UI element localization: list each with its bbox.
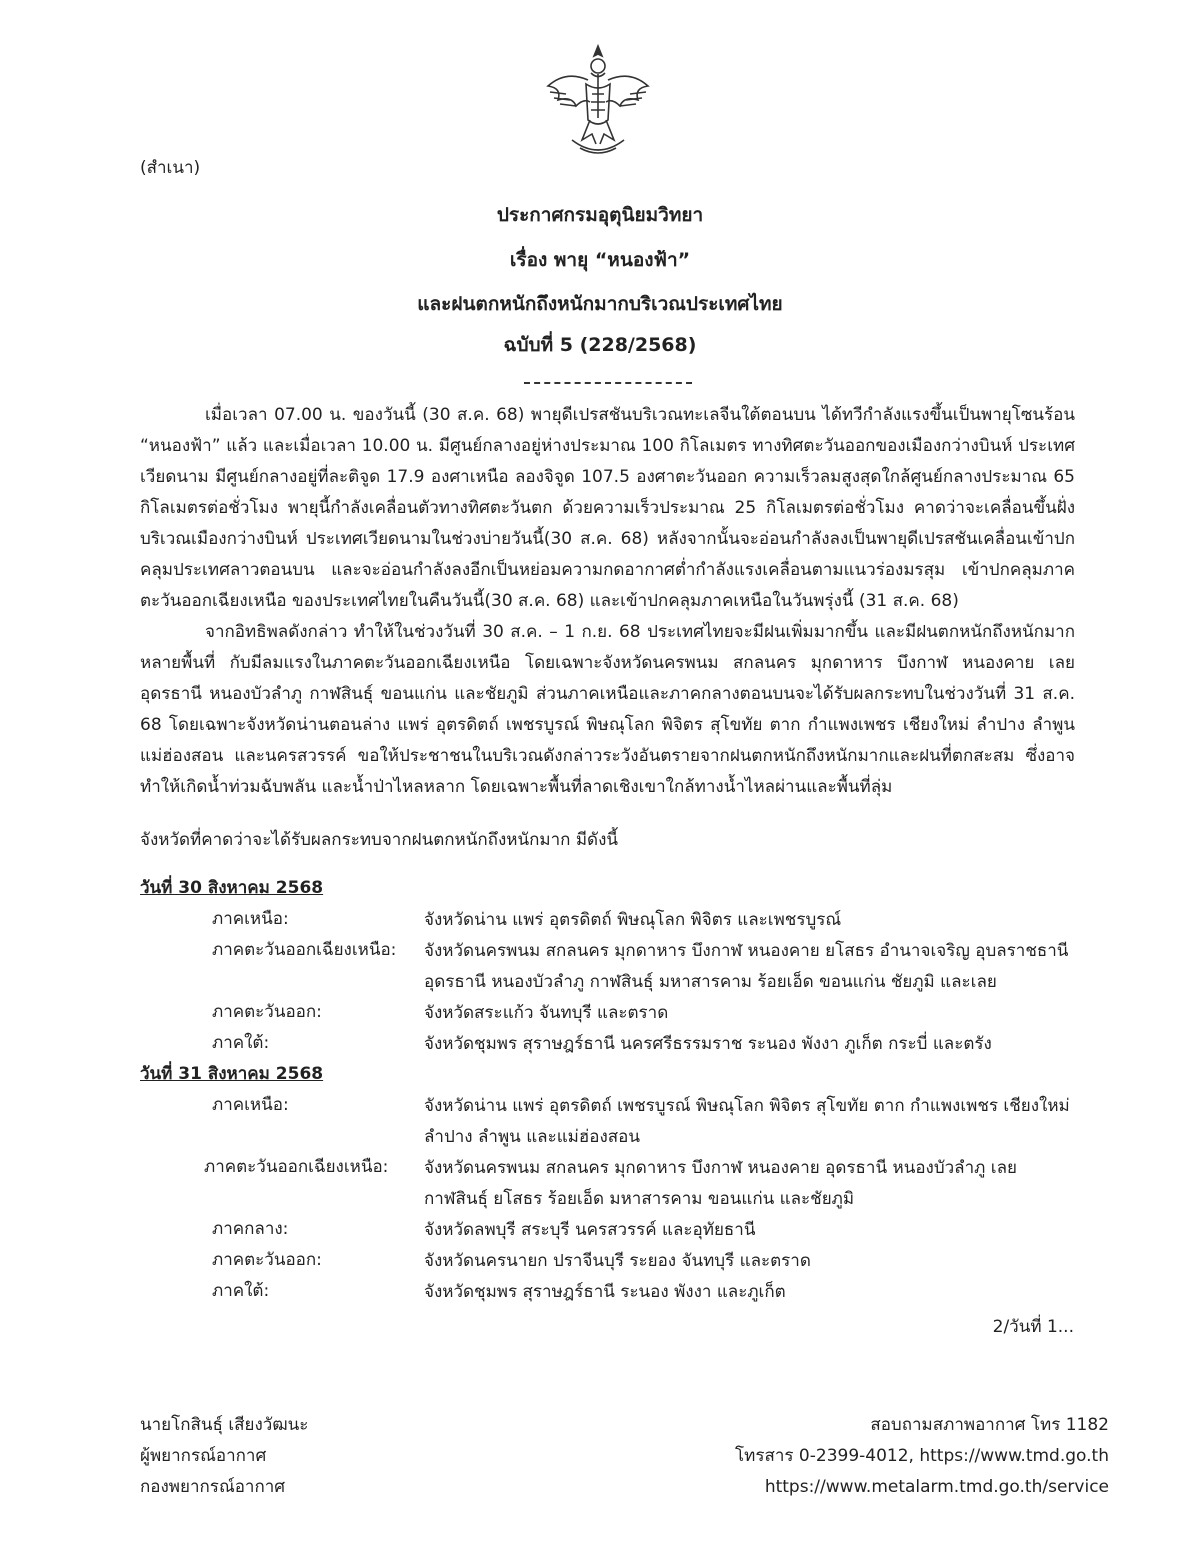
region-provinces: จังหวัดชุมพร สุราษฎร์ธานี ระนอง พังงา และภูเก็ต (424, 1282, 786, 1302)
contact-fax-website: โทรสาร 0-2399-4012, https://www.tmd.go.th (735, 1446, 1109, 1466)
day-header-30aug: วันที่ 30 สิงหาคม 2568 (140, 878, 324, 898)
region-label: ภาคใต้: (212, 1033, 270, 1053)
region-provinces: จังหวัดน่าน แพร่ อุตรดิตถ์ เพชรบูรณ์ พิษณุโลก พิจิตร สุโขทัย ตาก กำแพงเพชร เชียงใหม่ ลำปาง ลำพูน และแม่ฮ่องสอน (424, 1096, 1070, 1147)
region-provinces: จังหวัดสระแก้ว จันทบุรี และตราด (424, 1003, 669, 1023)
title-separator (524, 382, 692, 384)
signatory-division: กองพยากรณ์อากาศ (140, 1477, 286, 1497)
region-provinces: จังหวัดนครพนม สกลนคร มุกดาหาร บึงกาฬ หนองคาย อุดรธานี หนองบัวลำภู เลย กาฬสินธุ์ ยโสธร ร้อยเอ็ด มหาสารคาม ขอนแก่น และชัยภูมิ (424, 1158, 1017, 1209)
announcement-subject-line2: และฝนตกหนักถึงหนักมากบริเวณประเทศไทย (417, 293, 783, 315)
region-label: ภาคตะวันออกเฉียงเหนือ: (204, 1157, 389, 1177)
region-label: ภาคกลาง: (212, 1219, 289, 1239)
region-label: ภาคตะวันออกเฉียงเหนือ: (212, 940, 397, 960)
region-provinces: จังหวัดลพบุรี สระบุรี นครสวรรค์ และอุทัยธานี (424, 1220, 756, 1240)
signatory-name: นายโกสินธุ์ เสียงวัฒนะ (140, 1415, 309, 1435)
day-header-31aug: วันที่ 31 สิงหาคม 2568 (140, 1064, 324, 1084)
page-continuation: 2/วันที่ 1... (992, 1317, 1074, 1337)
region-label: ภาคตะวันออก: (212, 1002, 322, 1022)
signatory-position: ผู้พยากรณ์อากาศ (140, 1446, 267, 1466)
affected-provinces-intro: จังหวัดที่คาดว่าจะได้รับผลกระทบจากฝนตกหนักถึงหนักมาก มีดังนี้ (140, 830, 619, 850)
announcement-subject: เรื่อง พายุ “หนองฟ้า” (509, 249, 691, 271)
contact-phone: สอบถามสภาพอากาศ โทร 1182 (870, 1415, 1109, 1435)
paragraph-impact: จากอิทธิพลดังกล่าว ทำให้ในช่วงวันที่ 30 ส.ค. – 1 ก.ย. 68 ประเทศไทยจะมีฝนเพิ่มมากขึ้น และมีฝนตกหนักถึงหนักมาก หลายพื้นที่ กับมีลมแรงในภาคตะวันออกเฉียงเหนือ โดยเฉพาะจังหวัดนครพนม สกลนคร มุกดาหาร บึงกาฬ หนองคาย เลย อุดรธานี หนองบัวลำภู กาฬสินธุ์ ขอนแก่น และชัยภูมิ ส่วนภาคเหนือและภาคกลางตอนบนจะได้รับผลกระทบในช่วงวันที่ 31 ส.ค. 68 โดยเฉพาะจังหวัดน่านตอนล่าง แพร่ อุตรดิตถ์ เพชรบูรณ์ พิษณุโลก พิจิตร สุโขทัย ตาก กำแพงเพชร เชียงใหม่ ลำปาง ลำพูน แม่ฮ่องสอน และนครสวรรค์ ขอให้ประชาชนในบริเวณดังกล่าวระวังอันตรายจากฝนตกหนักถึงหนักมากและฝนที่ตกสะสม ซึ่งอาจทำให้เกิดน้ำท่วมฉับพลัน และน้ำป่าไหลหลาก โดยเฉพาะพื้นที่ลาดเชิงเขาใกล้ทางน้ำไหลผ่านและพื้นที่ลุ่ม (140, 622, 1075, 797)
announcement-issue-number: ฉบับที่ 5 (228/2568) (503, 334, 697, 356)
garuda-emblem-icon (536, 40, 660, 164)
footer-contact (735, 1410, 1109, 1503)
region-label: ภาคเหนือ: (212, 909, 289, 929)
contact-metalarm-link: https://www.metalarm.tmd.go.th/service (764, 1477, 1109, 1497)
region-provinces: จังหวัดนครพนม สกลนคร มุกดาหาร บึงกาฬ หนองคาย ยโสธร อำนาจเจริญ อุบลราชธานี อุดรธานี หนองบัวลำภู กาฬสินธุ์ มหาสารคาม ร้อยเอ็ด ขอนแก่น ชัยภูมิ และเลย (424, 941, 1069, 992)
announcement-title: ประกาศกรมอุตุนิยมวิทยา (496, 204, 704, 226)
paragraph-storm-status: เมื่อเวลา 07.00 น. ของวันนี้ (30 ส.ค. 68) พายุดีเปรสชันบริเวณทะเลจีนใต้ตอนบน ได้ทวีกำลังแรงขึ้นเป็นพายุโซนร้อน “หนองฟ้า” แล้ว และเมื่อเวลา 10.00 น. มีศูนย์กลางอยู่ห่างประมาณ 100 กิโลเมตร ทางทิศตะวันออกของเมืองกว่างบินห์ ประเทศเวียดนาม มีศูนย์กลางอยู่ที่ละติจูด 17.9 องศาเหนือ ลองจิจูด 107.5 องศาตะวันออก ความเร็วลมสูงสุดใกล้ศูนย์กลางประมาณ 65 กิโลเมตรต่อชั่วโมง พายุนี้กำลังเคลื่อนตัวทางทิศตะวันตก ด้วยความเร็วประมาณ 25 กิโลเมตรต่อชั่วโมง คาดว่าจะเคลื่อนขึ้นฝั่งบริเวณเมืองกว่างบินห์ ประเทศเวียดนามในช่วงบ่ายวันนี้(30 ส.ค. 68) หลังจากนั้นจะอ่อนกำลังลงเป็นพายุดีเปรสชันเคลื่อนเข้าปกคลุมประเทศลาวตอนบน และจะอ่อนกำลังลงอีกเป็นหย่อมความกดอากาศต่ำกำลังแรงเคลื่อนตามแนวร่องมรสุม เข้าปกคลุมภาคตะวันออกเฉียงเหนือ ของประเทศไทยในคืนวันนี้(30 ส.ค. 68) และเข้าปกคลุมภาคเหนือในวันพรุ่งนี้ (31 ส.ค. 68) (140, 405, 1075, 611)
region-provinces: จังหวัดน่าน แพร่ อุตรดิตถ์ พิษณุโลก พิจิตร และเพชรบูรณ์ (424, 910, 842, 930)
copy-mark: (สำเนา) (140, 158, 201, 178)
region-label: ภาคเหนือ: (212, 1095, 289, 1115)
region-provinces: จังหวัดนครนายก ปราจีนบุรี ระยอง จันทบุรี และตราด (424, 1251, 811, 1271)
region-label: ภาคตะวันออก: (212, 1250, 322, 1270)
body-paragraphs (140, 400, 1075, 803)
region-label: ภาคใต้: (212, 1281, 270, 1301)
footer-signatory (140, 1410, 308, 1503)
region-provinces: จังหวัดชุมพร สุราษฎร์ธานี นครศรีธรรมราช ระนอง พังงา ภูเก็ต กระบี่ และตรัง (424, 1034, 992, 1054)
